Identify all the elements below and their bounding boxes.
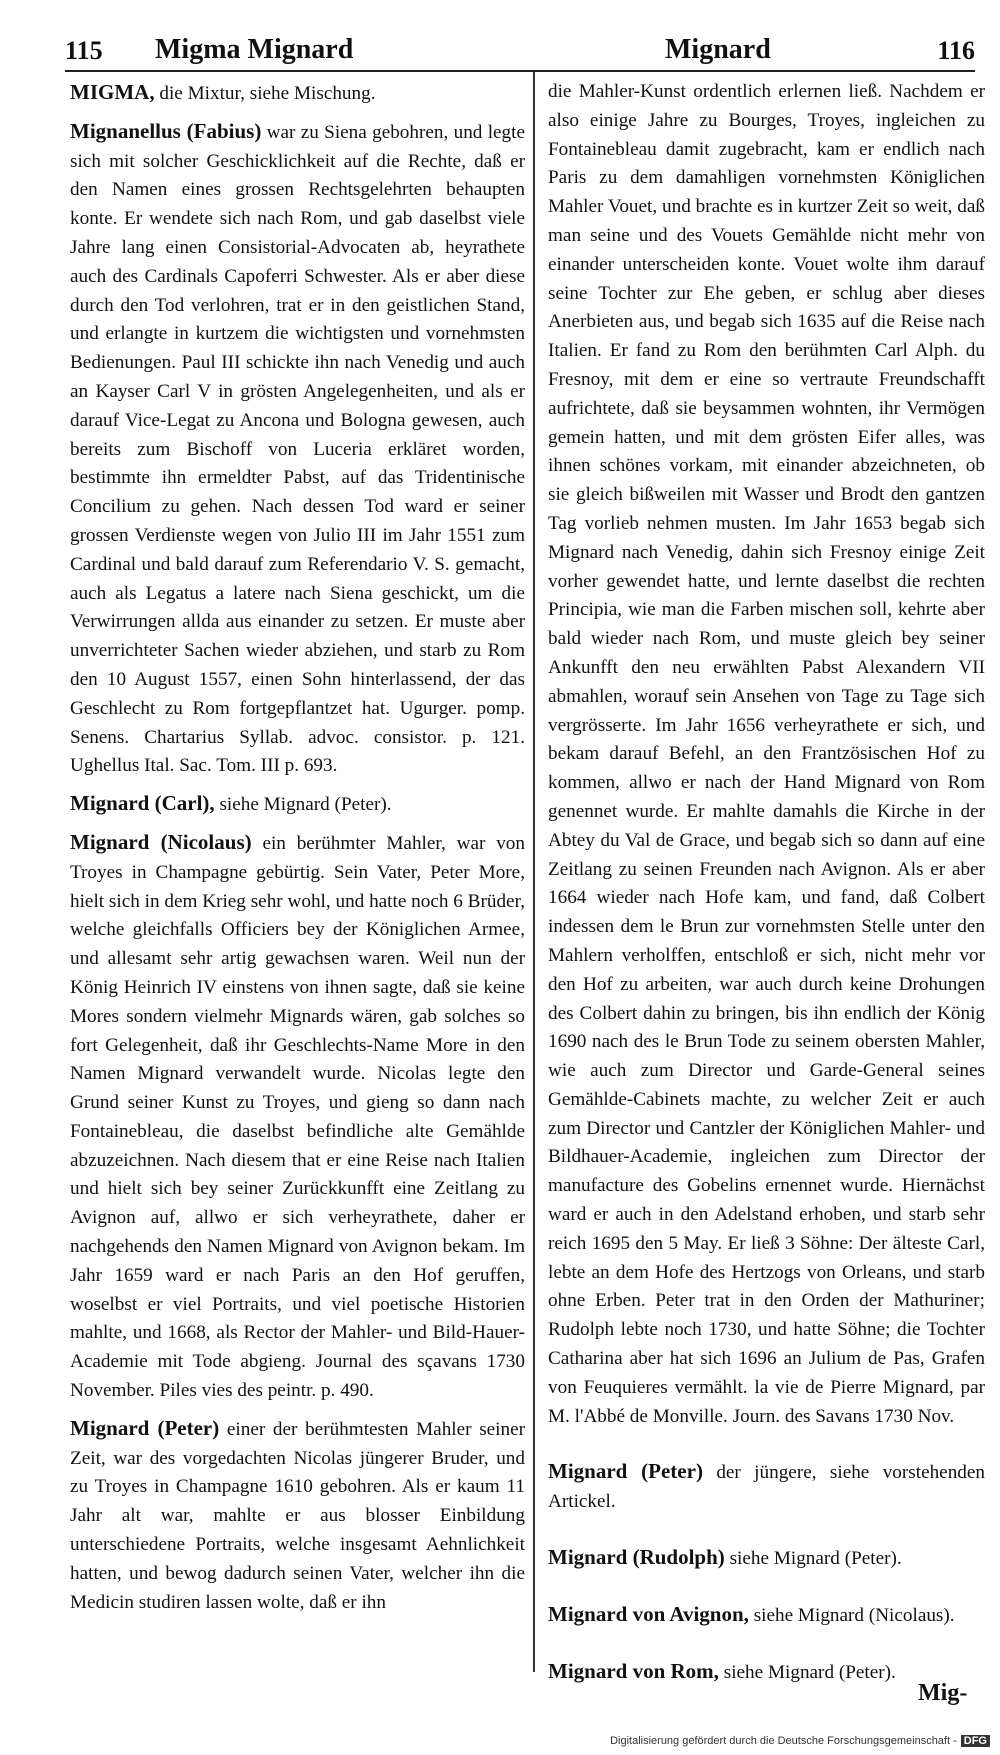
catchword: Mig- (918, 1680, 968, 1706)
entry-headword: Mignard (Peter) (548, 1459, 703, 1484)
entry-text: siehe Mignard (Peter). (729, 1548, 902, 1570)
entry-text: siehe Mignard (Nicolaus). (753, 1604, 955, 1626)
dfg-logo: DFG (961, 1735, 990, 1747)
credit-text: Digitalisierung gefördert durch die Deutsche Forschungsgemeinschaft - (610, 1735, 957, 1747)
column-divider (533, 72, 535, 1672)
entry-text: war zu Siena gebohren, und legte sich mit solcher Geschicklichkeit auf die Rechte, daß er den Namen eines grossen Rechtsgelehrten behaupten konte. Er wendete sich nach Rom, und gab daselbst viele Jahre lang einen Consistorial-Advocaten ab, heyrathete auch des Cardinals Capoferri Schwester. Als er aber diese durch den Tod verlohren, trat er in den geistlichen Stand, und erlangte in kurtzem die wichtigsten und vornehmsten Bedienungen. Paul III schickte ihn nach Venedig und auch an Kayser Carl V in grösten Angelegenheiten, und als er darauf Vice-Legat zu Ancona und Bologna gewesen, auch bereits zum Bischoff von Luceria erkläret worden, bestimmte ihn ermeldter Pabst, auf das Tridentinische Concilium zu gehen. Nach dessen Tod ward er seiner grossen Verdienste wegen von Julio III im Jahr 1551 zum Cardinal und bald darauf zum Referendario V. S. gemacht, auch als Legatus a latere nach Siena geschickt, um die Verwirrungen allda aus einander zu setzen. Er muste aber unverrichteter Sachen wieder abziehen, und starb zu Rom den 10 August 1557, einen Sohn hinterlassend, der das Geschlecht zu Rom fortgepflantzet hat. Ugurger. pomp. Senens. Chartarius Syllab. advoc. consistor. p. 121. Ughellus Ital. Sac. Tom. III p. 693. (70, 121, 525, 777)
entry-text: die Mixtur, siehe Mischung. (159, 83, 376, 104)
entry-text: siehe Mignard (Peter). (723, 1661, 896, 1683)
entry-mignard-rudolph (548, 1543, 985, 1574)
entry-headword: Mignanellus (Fabius) (70, 118, 262, 143)
page-number-right: 116 (937, 36, 975, 65)
entry-text: die Mahler-Kunst ordentlich erlernen ließ. Nachdem er also einige Jahre zu Bourges, Troyes, ingleichen zu Fontainebleau damit zugebracht, kam er endlich nach Paris zu dem damahligen vornehmsten Königlichen Mahler Vouet, und brachte es in kurtzer Zeit so weit, daß man seine und des Vouets Gemählde nicht mehr von einander unterscheiden konte. Vouet wolte ihm darauf seine Tochter zur Ehe geben, er schlug aber dieses Anerbieten aus, und begab sich 1635 auf die Reise nach Italien. Er fand zu Rom den berühmten Carl Alph. du Fresnoy, mit dem er eine so vertraute Freundschafft aufrichtete, daß sie beysammen wohnten, ihr Vermögen gemein hatten, und mit dem grösten Eifer alles, was ihnen schönes vorkam, mit einander abzeichneten, ob sie gleich bißweilen mit Wasser und Brodt den gantzen Tag vorlieb nehmen musten. Im Jahr 1653 begab sich Mignard nach Venedig, dahin sich Fresnoy einige Zeit vorher gewendet hatte, und lernte daselbst die rechten Principia, wie man die Farben mischen soll, kehrte aber bald wieder nach Rom, und muste gleich bey seiner Ankunfft den neu erwählten Pabst Alexandern VII abmahlen, worauf sein Ansehen von Tage zu Tage sich vergrösserte. Im Jahr 1656 verheyrathete er sich, und bekam darauf Befehl, an den Frantzösischen Hof zu kommen, allwo er nach der Hand Mignard von Rom genennet wurde. Er mahlte damahls die Kirche in der Abtey du Val de Grace, und begab sich so dann auf eine Zeitlang zu seinen Freunden nach Avignon. Als er aber 1664 wieder nach Hofe kam, und fand, daß Colbert indessen dem le Brun zur vornehmsten Stelle unter den Mahlern verholffen, entschloß er sich, nicht mehr vor den Hof zu arbeiten, war auch durch keine Drohungen des Colbert dahin zu bringen, bis ihn endlich der König 1690 nach des le Brun Tode zu seinem obersten Mahler, wie auch zum Director und Garde-General seines Gemählde-Cabinets machte, zu welcher Zeit er auch zum Director und Cantzler der Königlichen Mahler- und Bildhauer-Academie, ingleichen zum Director der manufacture des Gobelins ernennet wurde. Hiernächst ward er auch in den Adelstand erhoben, und starb sehr reich 1695 den 5 May. Er ließ 3 Söhne: Der älteste Carl, lebte an dem Hofe des Hertzogs von Orleans, und starb ohne Erben. Peter trat in den Orden der Mathuriner; Rudolph lebte noch 1730, und hatte Söhne; die Tochter Catharina aber hat sich 1696 an Julium de Pas, Grafen von Feuquieres vermählt. la vie de Pierre Mignard, par M. l'Abbé de Monville. Journ. des Savans 1730 Nov. (548, 81, 985, 1427)
entry-mignard-peter-continued (548, 78, 985, 1431)
entry-headword: Mignard von Avignon, (548, 1601, 749, 1626)
left-column (70, 78, 525, 1625)
entry-mignard-peter-junior (548, 1457, 985, 1517)
entry-headword: Mignard (Rudolph) (548, 1545, 725, 1570)
running-header (65, 30, 975, 72)
entry-mignard-von-avignon (548, 1600, 985, 1631)
entry-mignard-peter (70, 1414, 525, 1618)
entry-headword: Mignard von Rom, (548, 1658, 719, 1683)
header-keyword-right: Mignard (665, 34, 771, 65)
digitization-credit (560, 1735, 990, 1753)
entry-headword: Mignard (Carl), (70, 791, 215, 816)
entry-mignanellus (70, 117, 525, 781)
entry-text: einer der berühmtesten Mahler seiner Zeit, war des vorgedachten Nicolas jüngerer Bruder, und zu Troyes in Champagne 1610 gebohren. Als er kaum 11 Jahr alt war, mahlte er aus blosser Einbildung unterschiedene Portraits, welche insgesamt Aehnlichkeit hatten, und bewog dadurch seinen Vater, welcher ihn die Medicin studiren lassen wolte, daß er ihn (70, 1418, 526, 1613)
header-keyword-left: Migma Mignard (155, 34, 354, 65)
entry-text: ein berühmter Mahler, war von Troyes in Champagne gebürtig. Sein Vater, Peter More, hielt sich in dem Krieg sehr wohl, und hatte noch 6 Brüder, welche gleichfalls Officiers bey der Königlichen Armee, und allesamt sehr artig gewachsen waren. Weil nun der König Heinrich IV einstens von ihnen sagte, daß sie keine Mores sondern vielmehr Mignards wären, gab solches so fort Gelegenheit, daß ihr Geschlechts-Name More in den Namen Mignard verwandelt wurde. Nicolas legte den Grund seiner Kunst zu Troyes, und gieng so dann nach Fontainebleau, die daselbst befindliche alte Gemählde abzuzeichnen. Nach diesem that er eine Reise nach Italien und hielt sich bey seiner Zurückkunfft eine Zeitlang zu Avignon auf, allwo er sich verheyrathete, daher er nachgehends den Namen Mignard von Avignon bekam. Im Jahr 1659 ward er nach Paris an den Hof geruffen, woselbst er viel Portraits, und viel poetische Historien mahlte, und 1668, als Rector der Mahler- und Bild-Hauer-Academie mit Tode abgieng. Journal des sçavans 1730 November. Piles vies des peintr. p. 490. (70, 832, 525, 1402)
entry-headword: MIGMA, (70, 80, 155, 104)
entry-mignard-nicolaus (70, 828, 525, 1406)
entry-mignard-carl (70, 789, 525, 820)
entry-text: siehe Mignard (Peter). (219, 794, 392, 816)
entry-migma (70, 78, 525, 109)
right-column (548, 78, 985, 1695)
entry-headword: Mignard (Peter) (70, 1415, 220, 1440)
entry-text: der jüngere, siehe vorstehenden Artickel. (548, 1462, 985, 1513)
entry-headword: Mignard (Nicolaus) (70, 829, 252, 854)
page-number-left: 115 (65, 36, 103, 65)
